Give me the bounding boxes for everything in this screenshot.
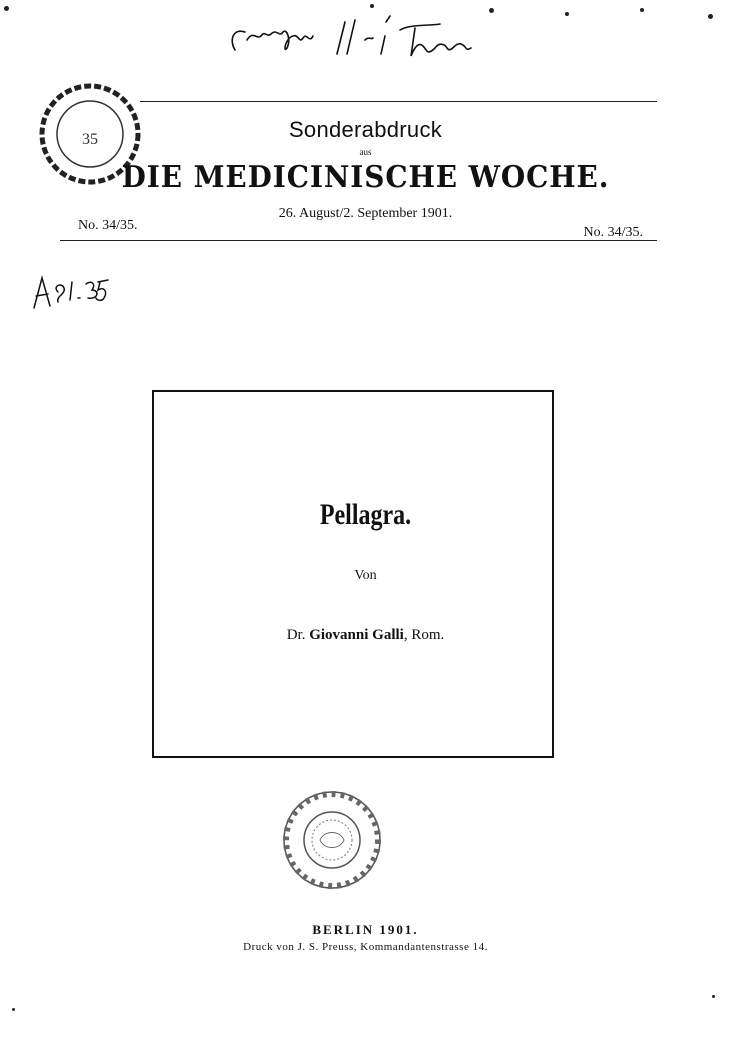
scan-speck bbox=[370, 4, 374, 8]
author-suffix: , Rom. bbox=[403, 627, 445, 643]
header-bottom-rule bbox=[60, 240, 657, 241]
scan-speck bbox=[708, 14, 713, 19]
scan-speck bbox=[12, 1008, 15, 1011]
issue-date: 26. August/2. September 1901. bbox=[278, 206, 453, 221]
sonderabdruck-heading: Sonderabdruck bbox=[288, 117, 443, 142]
scan-speck bbox=[565, 12, 569, 16]
handwritten-dedication bbox=[225, 10, 515, 70]
author-line bbox=[0, 627, 731, 644]
author-name: Giovanni Galli bbox=[309, 627, 404, 643]
header-top-rule bbox=[140, 101, 657, 102]
scan-speck bbox=[712, 995, 715, 998]
library-stamp-bottom bbox=[280, 788, 384, 892]
issue-number-right: No. 34/35. bbox=[583, 225, 643, 240]
svg-text:35: 35 bbox=[82, 131, 98, 148]
imprint-place-year: BERLIN 1901. bbox=[312, 922, 419, 937]
author-prefix: Dr. bbox=[286, 627, 306, 643]
von-label: Von bbox=[354, 568, 377, 583]
handwritten-archive-mark bbox=[28, 258, 118, 318]
issue-number-left: No. 34/35. bbox=[78, 218, 138, 233]
scan-speck bbox=[4, 6, 9, 11]
journal-title: DIE MEDICINISCHE WOCHE. bbox=[121, 160, 610, 195]
article-title: Pellagra. bbox=[319, 498, 412, 531]
aus-label: aus bbox=[359, 147, 372, 157]
scan-speck bbox=[640, 8, 644, 12]
imprint-printer: Druck von J. S. Preuss, Kommandantenstrasse 14. bbox=[243, 941, 488, 953]
